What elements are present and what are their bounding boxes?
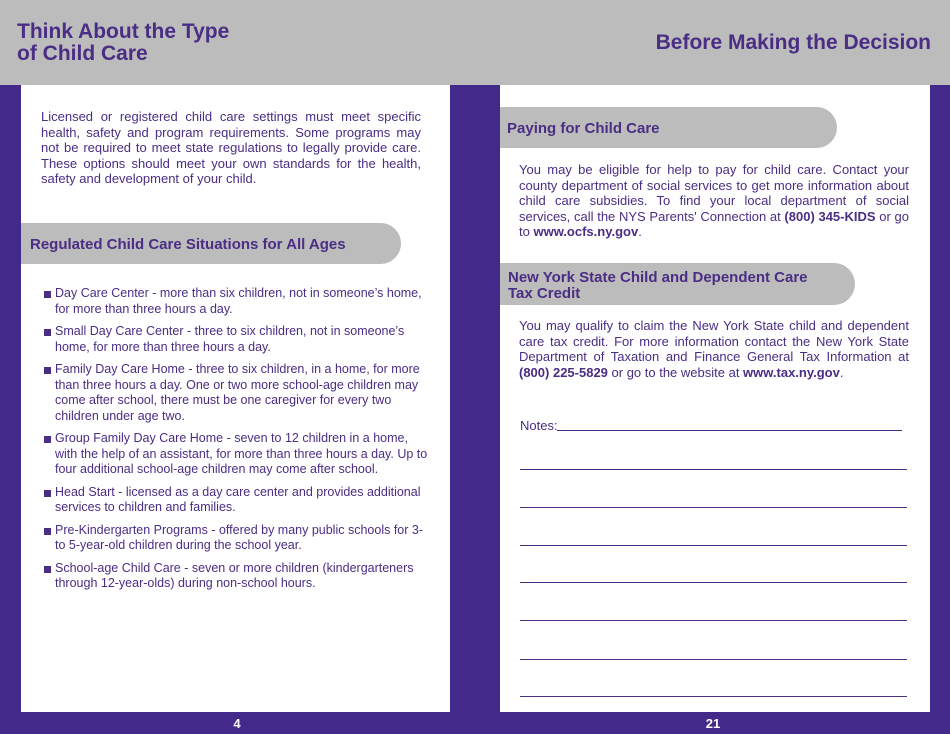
list-item-text: Day Care Center - more than six children, not in someone’s home, for more than three hours a day. xyxy=(55,286,422,316)
list-item xyxy=(41,324,431,355)
tax-phone-number: (800) 225-5829 xyxy=(519,364,608,380)
notes-line[interactable] xyxy=(557,430,902,431)
notes-line[interactable] xyxy=(520,696,907,697)
notes-line[interactable] xyxy=(520,582,907,583)
section-band-regulated xyxy=(21,223,401,264)
notes-line[interactable] xyxy=(520,545,907,546)
paying-paragraph xyxy=(519,162,909,240)
notes-line[interactable] xyxy=(520,507,907,508)
notes-line[interactable] xyxy=(520,620,907,621)
left-title-line2: of Child Care xyxy=(17,42,148,65)
section-title-tax-line1: New York State Child and Dependent Care xyxy=(508,269,808,286)
right-page-title: Before Making the Decision xyxy=(655,31,931,54)
kids-phone-number: (800) 345-KIDS xyxy=(784,208,876,224)
right-page xyxy=(500,85,930,712)
list-item-text: Family Day Care Home - three to six children, in a home, for more than three hours a day. One or two more school-age children may come after school, there must be one caregiver for every two children under age two. xyxy=(55,362,420,423)
square-bullet-icon xyxy=(44,291,51,298)
notes-line[interactable] xyxy=(520,469,907,470)
intro-paragraph: Licensed or registered child care settings must meet specific health, safety and program requirements. Some programs may not be required to meet state regulations to legally provide care. These options should meet your own standards for the health, safety and development of your child. xyxy=(41,109,421,186)
notes-label: Notes: xyxy=(520,418,558,433)
paying-text: or go to xyxy=(519,208,909,239)
square-bullet-icon xyxy=(44,436,51,443)
left-page xyxy=(21,85,450,712)
section-title-tax-line2: Tax Credit xyxy=(508,285,581,302)
notes-line[interactable] xyxy=(520,659,907,660)
tax-text: You may qualify to claim the New York State child and dependent care tax credit. For more information contact the New York State Department of Taxation and Finance General Tax Information at xyxy=(519,318,909,364)
list-item xyxy=(41,561,431,592)
list-item xyxy=(41,286,431,317)
list-item-text: Group Family Day Care Home - seven to 12 children in a home, with the help of an assistant, for more than three hours a day. Up to four additional school-age children may come after school. xyxy=(55,431,428,476)
tax-text: or go to the website at xyxy=(607,364,744,380)
section-title-paying: Paying for Child Care xyxy=(507,120,660,137)
ocfs-website-link[interactable]: www.ocfs.ny.gov xyxy=(533,224,639,239)
list-item-text: Small Day Care Center - three to six children, not in someone’s home, for more than three hours a day. xyxy=(55,324,405,354)
tax-website-link[interactable]: www.tax.ny.gov xyxy=(743,364,840,380)
paying-text: You may be eligible for help to pay for child care. Contact your county department of social services to get more information about child care subsidies. To find your local department of social services, call the NYS Parents' Connection at xyxy=(519,162,909,224)
list-item xyxy=(41,485,431,516)
paying-text: . xyxy=(638,224,642,239)
child-care-situations-list xyxy=(41,286,431,599)
section-title-regulated: Regulated Child Care Situations for All Ages xyxy=(30,236,346,253)
section-band-paying xyxy=(500,107,837,148)
square-bullet-icon xyxy=(44,528,51,535)
left-title-line1: Think About the Type xyxy=(17,20,230,43)
list-item xyxy=(41,362,431,424)
tax-credit-paragraph xyxy=(519,318,909,380)
section-band-tax-credit xyxy=(500,263,855,305)
square-bullet-icon xyxy=(44,490,51,497)
page-number-left: 4 xyxy=(233,716,241,731)
header-bar xyxy=(0,0,950,85)
square-bullet-icon xyxy=(44,566,51,573)
list-item xyxy=(41,523,431,554)
square-bullet-icon xyxy=(44,329,51,336)
square-bullet-icon xyxy=(44,367,51,374)
left-page-title xyxy=(17,21,229,65)
list-item-text: School-age Child Care - seven or more children (kindergarteners through 12-year-olds) during non-school hours. xyxy=(55,560,414,590)
list-item xyxy=(41,431,431,478)
page-number-right: 21 xyxy=(705,716,721,731)
list-item-text: Head Start - licensed as a day care center and provides additional services to children and families. xyxy=(55,484,421,514)
tax-text: . xyxy=(839,364,844,380)
list-item-text: Pre-Kindergarten Programs - offered by many public schools for 3- to 5-year-old children during the school year. xyxy=(55,522,423,552)
